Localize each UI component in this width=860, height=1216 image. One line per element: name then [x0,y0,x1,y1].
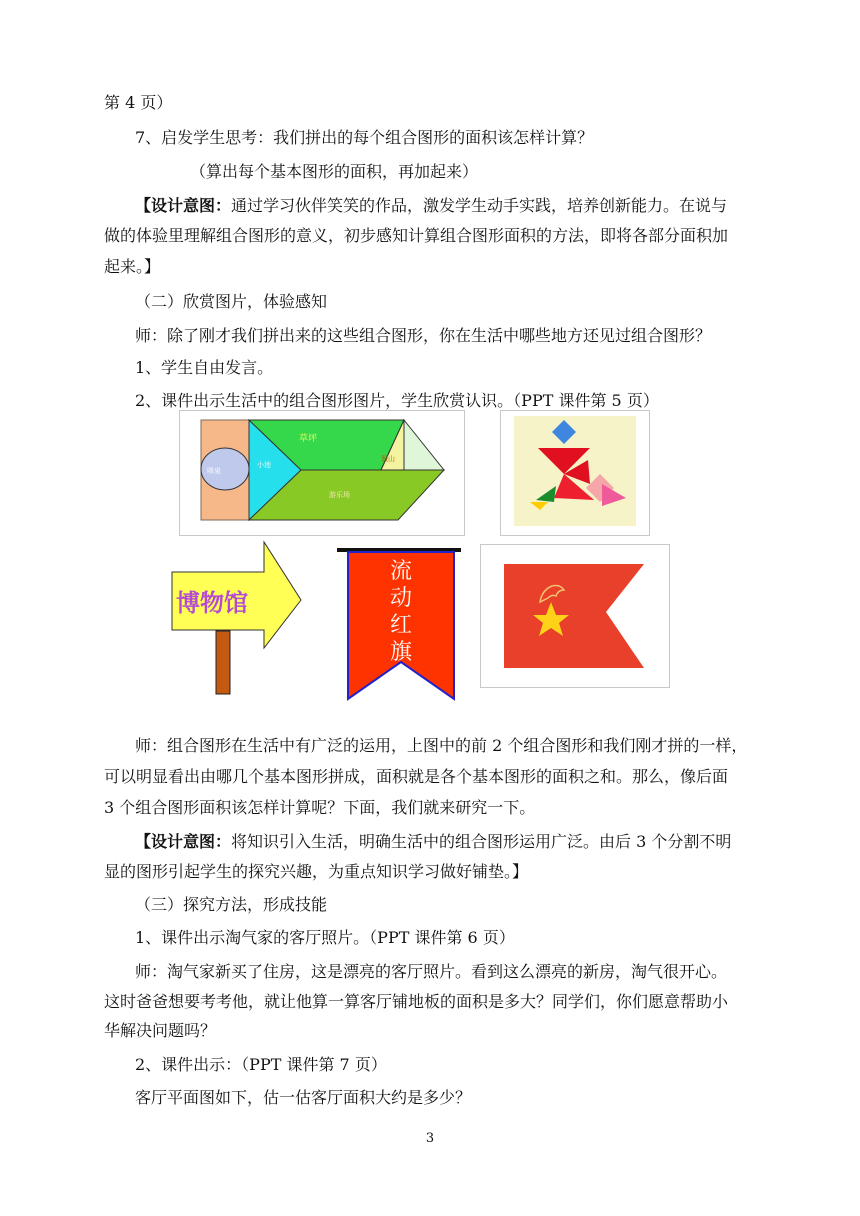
section-heading: （三）探究方法，形成技能 [135,895,328,914]
design-intent-label: 【设计意图： [135,832,232,851]
tangram-figure [500,410,650,536]
text-line: 2、课件出示生活中的组合图形图片，学生欣赏认识。（PPT 课件第 5 页） [135,391,659,410]
banner-char-4: 旗 [389,640,413,665]
banner-char-1: 流 [389,559,413,584]
text-line: 起来。】 [104,257,161,276]
text-line: 1、课件出示淘气家的客厅照片。（PPT 课件第 6 页） [135,928,515,947]
design-intent-2 [135,832,731,852]
text-line: 1、学生自由发言。 [135,358,274,377]
text-line: 显的图形引起学生的探究兴趣，为重点知识学习做好铺垫。】 [104,862,529,881]
design-intent-1 [135,196,727,216]
museum-sign-text: 博物馆 [176,589,248,617]
page-number: 3 [425,1131,435,1146]
park-label-playground: 游乐场 [329,491,350,499]
text-line: 2、课件出示：（PPT 课件第 7 页） [135,1055,387,1074]
banner-char-2: 动 [389,586,413,611]
text-span: 将知识引入生活，明确生活中的组合图形运用广泛。由后 3 个分割不明 [231,832,732,851]
text-line: 这时爸爸想要考考他，就让他算一算客厅铺地板的面积是多大？同学们，你们愿意帮助小 [104,992,729,1011]
text-line: 师：组合图形在生活中有广泛的运用，上图中的前 2 个组合图形和我们刚才拼的一样， [135,736,748,755]
text-line: 华解决问题吗？ [104,1021,217,1040]
park-label-lawn: 草坪 [299,434,318,444]
park-label-pool: 小池 [257,461,271,469]
text-line: 做的体验里理解组合图形的意义，初步感知计算组合图形面积的方法，即将各部分面积加 [104,226,729,245]
team-flag-figure [480,544,670,688]
park-label-fountain: 喷泉 [207,467,221,475]
text-line: 7、启发学生思考：我们拼出的每个组合图形的面积该怎样计算？ [135,128,594,147]
text-line: 可以明显看出由哪几个基本图形拼成，面积就是各个基本图形的面积之和。那么，像后面 [104,767,729,786]
section-heading: （二）欣赏图片，体验感知 [135,292,328,311]
museum-sign-figure [168,538,306,696]
text-span: 通过学习伙伴笑笑的作品，激发学生动手实践，培养创新能力。在说与 [231,196,728,215]
park-label-hill: 假山 [381,455,395,463]
text-line: 3 个组合图形面积该怎样计算呢？下面，我们就来研究一下。 [104,798,536,817]
text-line: 师：除了刚才我们拼出来的这些组合图形，你在生活中哪些地方还见过组合图形？ [135,326,712,345]
banner-char-3: 红 [389,613,413,638]
text-line: （算出每个基本图形的面积，再加起来） [190,162,479,181]
text-line: 客厅平面图如下，估一估客厅面积大约是多少？ [135,1088,472,1107]
text-line: 第 4 页） [104,93,173,112]
park-plan-figure [179,410,465,536]
red-banner-figure [337,544,461,702]
design-intent-label: 【设计意图： [135,196,232,215]
text-line: 师：淘气家新买了住房，这是漂亮的客厅照片。看到这么漂亮的新房，淘气很开心。 [135,962,728,981]
